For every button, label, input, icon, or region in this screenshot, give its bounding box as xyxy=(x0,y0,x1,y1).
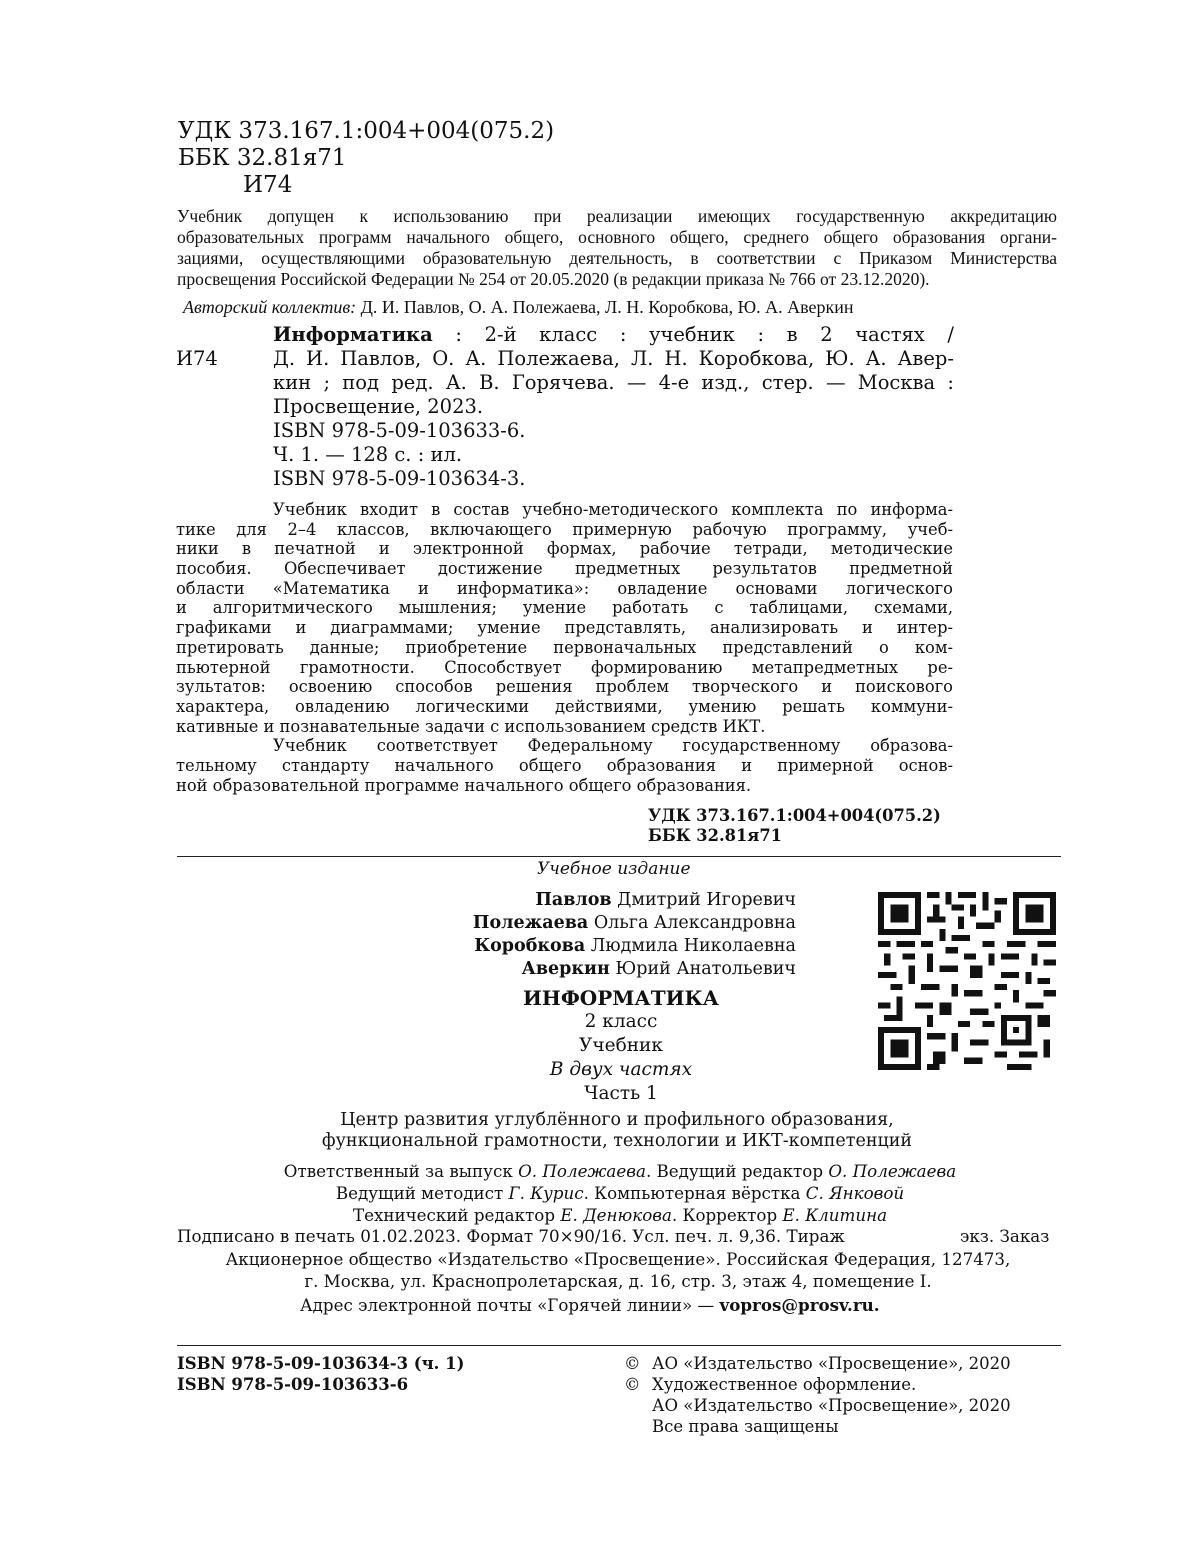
publisher-line: г. Москва, ул. Краснопролетарская, д. 16, стр. 3, этаж 4, помещение I. xyxy=(304,1271,932,1291)
approval-text xyxy=(177,206,1057,290)
approval-line: просвещения Российской Федерации № 254 от 20.05.2020 (в редакции приказа № 766 от 23.12.2020). xyxy=(177,269,930,289)
credits xyxy=(0,1160,1200,1226)
author-surname: Полежаева xyxy=(472,913,589,933)
annotation-line: характера, овладению логическими действиями, умению решать коммуни- xyxy=(176,696,953,716)
author-collective-label: Авторский коллектив: xyxy=(183,297,357,317)
copyright-text: АО «Издательство «Просвещение», 2020 xyxy=(652,1354,1011,1373)
center-name-line: Центр развития углублённого и профильного образования, xyxy=(340,1110,894,1130)
isbn-full: ISBN 978-5-09-103633-6. xyxy=(273,419,526,442)
divider-top xyxy=(177,856,1061,857)
bbk-code-bottom: ББК 32.81я71 xyxy=(648,826,782,845)
author-given-names: Ольга Александровна xyxy=(588,913,796,933)
copyright-text: Все права защищены xyxy=(652,1417,839,1436)
credit-person: Е. Денюкова xyxy=(560,1205,672,1225)
center-name-line: функциональной грамотности, технологии и ИКТ-компетенций xyxy=(321,1131,913,1151)
credit-role: Ответственный за выпуск xyxy=(283,1161,519,1181)
author-given-names: Юрий Анатольевич xyxy=(609,959,796,979)
udk-block xyxy=(178,118,554,199)
credit-role: Ведущий методист xyxy=(335,1183,509,1203)
isbn-line: ISBN 978-5-09-103633-6 xyxy=(177,1375,409,1394)
annotation-line: и алгоритмического мышления; умение работать с таблицами, схемами, xyxy=(176,598,953,618)
annotation-line: области «Математика и информатика»: овладение основами логического xyxy=(176,578,953,598)
approval-line: образовательных программ начального общего, основного общего, среднего общего образования органи- xyxy=(177,227,1057,247)
author-surname: Павлов xyxy=(535,890,612,910)
print-order: экз. Заказ xyxy=(960,1226,1050,1246)
biblio-line: кин ; под ред. А. В. Горячева. — 4-е изд., стер. — Москва : xyxy=(273,371,954,394)
annotation-line: Учебник входит в состав учебно-методического комплекта по информа- xyxy=(273,500,953,519)
publisher-line: Акционерное общество «Издательство «Просвещение». Российская Федерация, 127473, xyxy=(225,1249,1011,1269)
annotation-line: ники в печатной и электронной формах, рабочие тетради, методические xyxy=(176,539,953,559)
annotation-line: пособия. Обеспечивает достижение предметных результатов предметной xyxy=(176,559,953,579)
credit-role: . Ведущий редактор xyxy=(645,1161,829,1181)
annotation-line: Учебник соответствует Федеральному государственному образова- xyxy=(273,736,953,756)
book-grade: 2 класс xyxy=(584,1011,658,1032)
annotation-line: кативные и познавательные задачи с использованием средств ИКТ. xyxy=(176,716,766,736)
annotation-line: графиками и диаграммами; умение представлять, анализировать и интер- xyxy=(176,618,953,638)
book-part: Часть 1 xyxy=(584,1083,658,1104)
annotation-line: зультатов: освоению способов решения проблем творческого и поискового xyxy=(176,677,953,697)
isbn-line: ISBN 978-5-09-103634-3 (ч. 1) xyxy=(177,1354,465,1373)
annotation-line: пьютерной грамотности. Способствует формированию метапредметных ре- xyxy=(176,657,953,677)
annotation xyxy=(176,500,953,795)
isbn-bottom xyxy=(177,1353,464,1395)
credit-person: С. Янковой xyxy=(805,1183,905,1203)
biblio-line: Д. И. Павлов, О. А. Полежаева, Л. Н. Коробкова, Ю. А. Авер- xyxy=(273,347,954,370)
author-sign: И74 xyxy=(243,172,293,198)
author-entry xyxy=(430,912,796,935)
copyright-icon: © xyxy=(624,1375,641,1394)
author-collective-names: Д. И. Павлов, О. А. Полежаева, Л. Н. Коробкова, Ю. А. Аверкин xyxy=(360,297,854,317)
copyright-text: АО «Издательство «Просвещение», 2020 xyxy=(652,1396,1011,1415)
credit-person: О. Полежаева xyxy=(518,1161,646,1181)
annotation-line: ной образовательной программе начального общего образования. xyxy=(176,775,752,795)
book-title-bold: Информатика xyxy=(273,323,433,346)
author-given-names: Людмила Николаевна xyxy=(585,936,796,956)
credit-person: Г. Курис xyxy=(508,1183,584,1203)
qr-code xyxy=(878,892,1056,1070)
credit-role: . Корректор xyxy=(671,1205,783,1225)
credit-person: О. Полежаева xyxy=(828,1161,957,1181)
author-entry xyxy=(430,935,796,958)
approval-line: Учебник допущен к использованию при реализации имеющих государственную аккредитацию xyxy=(177,206,1057,226)
part-info: Ч. 1. — 128 с. : ил. xyxy=(273,443,463,466)
credit-person: Е. Клитина xyxy=(782,1205,888,1225)
annotation-line: претировать данные; приобретение первоначальных представлений о ком- xyxy=(176,637,953,657)
author-collective xyxy=(183,297,854,318)
isbn-part: ISBN 978-5-09-103634-3. xyxy=(273,467,526,490)
udk-code: УДК 373.167.1:004+004(075.2) xyxy=(178,118,555,144)
print-info: Подписано в печать 01.02.2023. Формат 70×90/16. Усл. печ. л. 9,36. Тираж xyxy=(177,1226,845,1246)
udk-bottom xyxy=(648,806,941,846)
annotation-line: тельному стандарту начального общего образования и примерной основ- xyxy=(176,755,953,775)
email-label: Адрес электронной почты «Горячей линии» — xyxy=(300,1295,720,1315)
biblio-code: И74 xyxy=(176,347,218,370)
center-name xyxy=(0,1110,1200,1152)
title-block xyxy=(461,986,781,1106)
email-address: vopros@prosv.ru. xyxy=(719,1295,880,1315)
book-title: ИНФОРМАТИКА xyxy=(523,986,719,1010)
bibliographic-record xyxy=(176,323,954,491)
divider-bottom xyxy=(177,1345,1061,1346)
biblio-line: Просвещение, 2023. xyxy=(273,395,484,418)
credits-line xyxy=(0,1204,1200,1226)
author-entry xyxy=(430,889,796,912)
publisher xyxy=(0,1248,1200,1292)
book-type: Учебник xyxy=(579,1035,663,1056)
author-surname: Коробкова xyxy=(474,936,586,956)
author-surname: Аверкин xyxy=(521,959,610,979)
credit-role: . Компьютерная вёрстка xyxy=(583,1183,806,1203)
bbk-code: ББК 32.81я71 xyxy=(178,145,347,171)
author-given-names: Дмитрий Игоревич xyxy=(611,890,796,910)
credits-line xyxy=(0,1160,1200,1182)
author-list xyxy=(430,889,796,981)
credit-role: Технический редактор xyxy=(352,1205,561,1225)
email-line xyxy=(300,1294,880,1316)
copyright-icon: © xyxy=(624,1354,641,1373)
edition-type: Учебное издание xyxy=(537,859,691,879)
annotation-line: тике для 2–4 классов, включающего примерную рабочую программу, учеб- xyxy=(176,519,953,539)
book-parts: В двух частях xyxy=(549,1059,693,1080)
credits-line xyxy=(0,1182,1200,1204)
author-entry xyxy=(430,958,796,981)
approval-line: зациями, осуществляющими образовательную деятельность, в соответствии с Приказом Министерства xyxy=(177,248,1057,268)
copyright xyxy=(624,1353,1011,1437)
udk-code-bottom: УДК 373.167.1:004+004(075.2) xyxy=(648,806,941,825)
copyright-text: Художественное оформление. xyxy=(652,1375,917,1394)
biblio-line: : 2-й класс : учебник : в 2 частях / xyxy=(432,323,954,346)
